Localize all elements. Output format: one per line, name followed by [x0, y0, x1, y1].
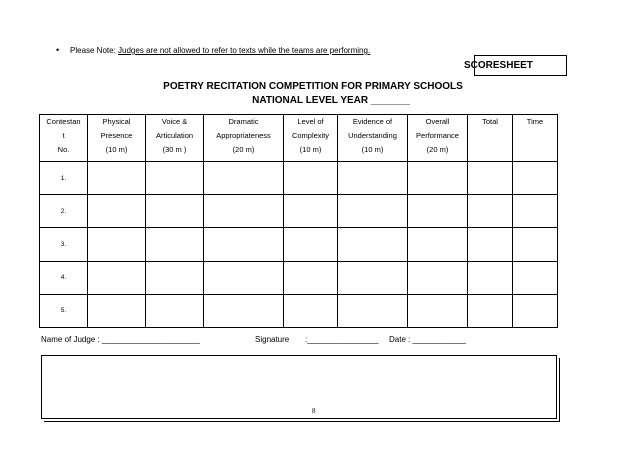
column-header: [146, 115, 204, 162]
score-cell[interactable]: [338, 195, 408, 228]
score-cell[interactable]: [408, 294, 468, 327]
score-cell[interactable]: [513, 162, 558, 195]
column-header-text: Understanding: [348, 131, 397, 140]
column-header: [204, 115, 284, 162]
score-cell[interactable]: [146, 261, 204, 294]
column-header-text: (20 m): [232, 145, 255, 154]
page-title: POETRY RECITATION COMPETITION FOR PRIMARY SCHOOLS: [163, 81, 463, 92]
page-number: 8: [312, 407, 316, 415]
score-cell[interactable]: [408, 228, 468, 261]
column-header: [40, 115, 88, 162]
column-header-text: (10 m): [299, 145, 322, 154]
score-cell[interactable]: [513, 228, 558, 261]
column-header-text: Presence: [100, 131, 133, 140]
column-header-text: Dramatic: [228, 117, 259, 126]
score-cell[interactable]: [88, 162, 146, 195]
column-header-text: Complexity: [291, 131, 330, 140]
score-cell[interactable]: [284, 162, 338, 195]
column-header-text: (10 m): [361, 145, 384, 154]
score-cell[interactable]: [204, 228, 284, 261]
column-header: [284, 115, 338, 162]
score-cell[interactable]: [88, 195, 146, 228]
score-cell[interactable]: [513, 195, 558, 228]
score-cell[interactable]: [284, 294, 338, 327]
column-header-text: t: [62, 131, 65, 140]
score-cell[interactable]: [146, 162, 204, 195]
table-row: [40, 261, 558, 294]
table-row: [40, 195, 558, 228]
score-cell[interactable]: [204, 195, 284, 228]
column-header-text: Total: [482, 117, 498, 126]
column-header-text: Physical: [102, 117, 131, 126]
score-cell[interactable]: [146, 294, 204, 327]
judging-note: [56, 45, 370, 55]
score-cell[interactable]: [146, 195, 204, 228]
date-field[interactable]: Date : ____________: [389, 335, 466, 344]
score-cell[interactable]: [408, 162, 468, 195]
column-header-text: Voice &: [161, 117, 188, 126]
column-header-text: Performance: [416, 131, 459, 140]
score-cell[interactable]: [338, 162, 408, 195]
score-cell[interactable]: [284, 228, 338, 261]
score-cell[interactable]: [204, 162, 284, 195]
column-header-text: Time: [526, 117, 544, 126]
score-cell[interactable]: [468, 294, 513, 327]
score-cell[interactable]: [468, 162, 513, 195]
bullet-icon: •: [56, 45, 60, 55]
contestant-number: 2.: [40, 195, 88, 228]
column-header: [513, 115, 558, 162]
score-cell[interactable]: [88, 228, 146, 261]
judge-line: [41, 335, 466, 344]
column-header-text: Overall: [425, 117, 450, 126]
scoresheet-label: SCORESHEET: [464, 60, 533, 71]
table-row: [40, 228, 558, 261]
page-subtitle: NATIONAL LEVEL YEAR _______: [252, 95, 410, 106]
score-cell[interactable]: [338, 261, 408, 294]
column-header-text: (30 m ): [162, 145, 187, 154]
column-header-text: No.: [57, 145, 70, 154]
scoresheet-box: [464, 55, 567, 76]
column-header-text: Contestan: [46, 117, 81, 126]
column-header: [468, 115, 513, 162]
comment-box[interactable]: [41, 355, 557, 419]
contestant-number: 1.: [40, 162, 88, 195]
column-header: [88, 115, 146, 162]
column-header-text: Articulation: [155, 131, 194, 140]
contestant-number: 5.: [40, 294, 88, 327]
score-cell[interactable]: [408, 261, 468, 294]
score-cell[interactable]: [513, 261, 558, 294]
score-cell[interactable]: [513, 294, 558, 327]
column-header: [338, 115, 408, 162]
column-header-text: (20 m): [426, 145, 449, 154]
judge-name-field[interactable]: Name of Judge : ______________________: [41, 335, 200, 344]
score-cell[interactable]: [338, 294, 408, 327]
table-body: [40, 162, 558, 328]
score-cell[interactable]: [468, 261, 513, 294]
score-cell[interactable]: [338, 228, 408, 261]
signature-label: Signature: [255, 335, 290, 344]
score-cell[interactable]: [204, 294, 284, 327]
score-cell[interactable]: [284, 261, 338, 294]
score-cell[interactable]: [204, 261, 284, 294]
column-header-text: Evidence of: [352, 117, 393, 126]
score-cell[interactable]: [146, 228, 204, 261]
note-prefix: Please Note:: [70, 46, 119, 55]
score-cell[interactable]: [468, 228, 513, 261]
column-header-text: Appropriateness: [216, 131, 271, 140]
note-text: Judges are not allowed to refer to texts while the teams are performing.: [118, 46, 371, 55]
column-header-text: Level of: [297, 117, 324, 126]
header-row: [40, 115, 558, 162]
table-row: [40, 162, 558, 195]
score-cell[interactable]: [284, 195, 338, 228]
score-cell[interactable]: [88, 294, 146, 327]
score-cell[interactable]: [88, 261, 146, 294]
column-header: [408, 115, 468, 162]
signature-field[interactable]: :________________: [305, 335, 379, 344]
contestant-number: 4.: [40, 261, 88, 294]
score-table: [39, 114, 558, 328]
table-row: [40, 294, 558, 327]
contestant-number: 3.: [40, 228, 88, 261]
score-cell[interactable]: [408, 195, 468, 228]
score-cell[interactable]: [468, 195, 513, 228]
column-header-text: (10 m): [105, 145, 128, 154]
